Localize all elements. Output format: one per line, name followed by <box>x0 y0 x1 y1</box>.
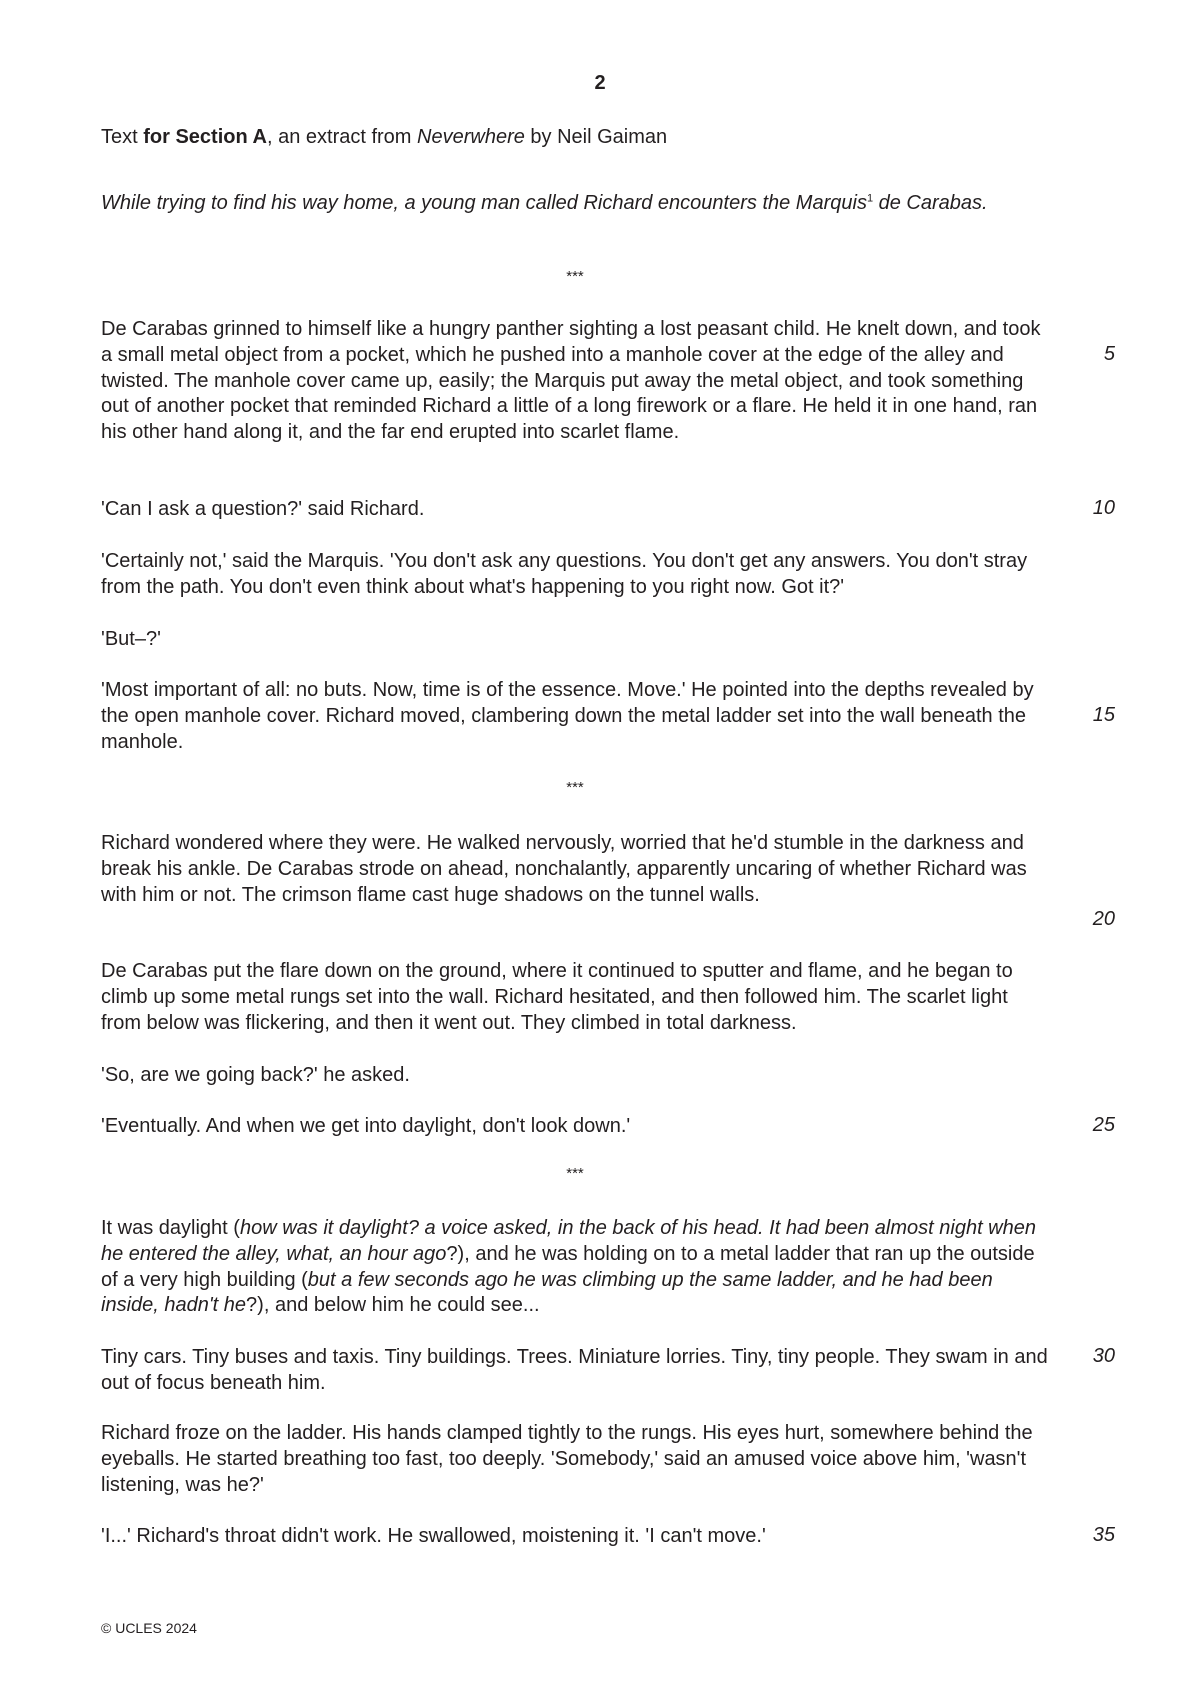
paragraph: De Carabas grinned to himself like a hungry panther sighting a lost peasant child. He knelt down, and took a small metal object from a pocket, which he pushed into a manhole cover at the edge of the alley and twisted. The manhole cover came up, easily; the Marquis put away the metal object, and took something out of another pocket that reminded Richard a little of a long firework or a flare. He held it in one hand, ran his other hand along it, and the far end erupted into scarlet flame. <box>101 318 1041 444</box>
paragraph: 'But–?' <box>101 628 161 650</box>
text-run: ?), and he was holding on to a metal ladder that ran up the outside of a very high building ( <box>101 1242 1035 1291</box>
copyright-footer: © UCLES 2024 <box>101 1620 197 1636</box>
book-title: Neverwhere <box>417 126 525 148</box>
section-separator: *** <box>566 779 584 796</box>
italic-run: how was it daylight? a voice asked, in the back of his head. It had been almost night when he entered the alley, what, an hour ago <box>101 1217 1036 1265</box>
paragraph: Richard froze on the ladder. His hands clamped tightly to the rungs. His eyes hurt, somewhere behind the eyeballs. He started breathing too fast, too deeply. 'Somebody,' said an amused voice above him, 'wasn't listening, was he?' <box>101 1422 1033 1496</box>
intro-text <box>101 190 1031 216</box>
paragraph: Richard wondered where they were. He walked nervously, worried that he'd stumble in the darkness and break his ankle. De Carabas strode on ahead, nonchalantly, apparently uncaring of whether Richard was with him or not. The crimson flame cast huge shadows on the tunnel walls. <box>101 832 1027 906</box>
line-number: 35 <box>1092 1524 1115 1546</box>
section-separator: *** <box>566 1165 584 1182</box>
section-separator: *** <box>566 268 584 285</box>
paragraph: 'Eventually. And when we get into daylight, don't look down.' <box>101 1115 631 1137</box>
intro-main: While trying to find his way home, a young man called Richard encounters the Marquis <box>101 192 867 214</box>
page-number: 2 <box>594 72 606 94</box>
italic-run: but a few seconds ago he was climbing up the same ladder, and he had been inside, hadn't he <box>101 1268 993 1317</box>
paragraph: Tiny cars. Tiny buses and taxis. Tiny buildings. Trees. Miniature lorries. Tiny, tiny people. They swam in and out of focus beneath him. <box>101 1346 1048 1394</box>
intro-end: de Carabas. <box>873 192 988 214</box>
heading-section: for Section A <box>143 126 267 148</box>
footnote-mark: 1 <box>866 192 874 205</box>
paragraph: 'I...' Richard's throat didn't work. He swallowed, moistening it. 'I can't move.' <box>101 1525 766 1547</box>
line-number: 15 <box>1092 704 1115 726</box>
section-heading <box>101 126 667 149</box>
line-number: 30 <box>1092 1345 1115 1367</box>
paragraph: 'Can I ask a question?' said Richard. <box>101 498 425 520</box>
text-run: It was daylight ( <box>101 1217 240 1239</box>
paragraph <box>101 1216 1051 1319</box>
text-run: ?), and below him he could see... <box>246 1294 540 1317</box>
line-number: 5 <box>1103 343 1115 365</box>
paragraph: 'Most important of all: no buts. Now, time is of the essence. Move.' He pointed into the depths revealed by the open manhole cover. Richard moved, clambering down the metal ladder set into the wall beneath the manhole. <box>101 679 1034 753</box>
heading-author: by Neil Gaiman <box>524 126 668 148</box>
line-number: 25 <box>1092 1114 1115 1136</box>
heading-middle: , an extract from <box>266 126 418 148</box>
paragraph: De Carabas put the flare down on the ground, where it continued to sputter and flame, and he began to climb up some metal rungs set into the wall. Richard hesitated, and then followed him. The scarlet light from below was flickering, and then it went out. They climbed in total darkness. <box>101 960 1013 1034</box>
paragraph: 'Certainly not,' said the Marquis. 'You don't ask any questions. You don't get any answers. You don't stray from the path. You don't even think about what's happening to you right now. Got it?' <box>101 550 1028 598</box>
paragraph: 'So, are we going back?' he asked. <box>101 1064 410 1086</box>
line-number: 10 <box>1092 497 1115 519</box>
line-number: 20 <box>1092 908 1115 930</box>
heading-prefix: Text <box>101 126 144 148</box>
